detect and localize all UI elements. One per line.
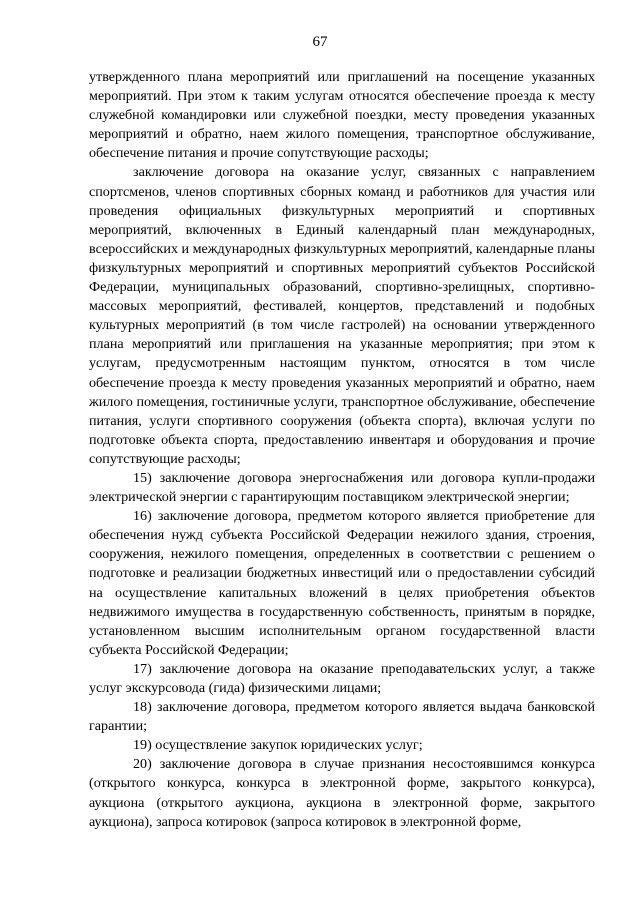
- paragraph-item-15: 15) заключение договора энергоснабжения или договора купли-продажи электрической энергии с гарантирующим поставщиком электрической энергии;: [89, 469, 595, 506]
- paragraph-item-16: 16) заключение договора, предметом которого является приобретение для обеспечения нужд субъекта Российской Федерации нежилого здания, строения, сооружения, нежилого помещения, определенных в соответствии с решением о подготовке и реализации бюджетных инвестиций или о предоставлении субсидий на осуществление капитальных вложений в целях приобретения объектов недвижимого имущества в государственную собственность, принятым в порядке, установленном высшим исполнительным органом государственной власти субъекта Российской Федерации;: [89, 508, 595, 658]
- paragraph-item-18: 18) заключение договора, предметом которого является выдача банковской гарантии;: [89, 699, 595, 735]
- paragraph-item-17: 17) заключение договора на оказание преподавательских услуг, а также услуг экскурсовода (гида) физическими лицами;: [89, 660, 595, 696]
- page-number: 67: [312, 34, 328, 50]
- paragraph-continuation: утвержденного плана мероприятий или приглашений на посещение указанных мероприятий. При этом к таким услугам относятся обеспечение проезда к месту служебной командировки или служебной поездки, месту проведения указанных мероприятий и обратно, наем жилого помещения, транспортное обслуживание, обеспечение питания и прочие сопутствующие расходы;: [89, 69, 595, 162]
- paragraph-sports-services: заключение договора на оказание услуг, связанных с направлением спортсменов, членов спортивных сборных команд и работников для участия или проведения официальных физкультурных мероприятий и спортивных мероприятий, включенных в Единый календарный план международных, всероссийских и международных физкультурных мероприятий, календарные планы физкультурных мероприятий и спортивных мероприятий субъектов Российской Федерации, муниципальных образований, спортивно-зрелищных, спортивно-массовых мероприятий, фестивалей, концертов, представлений и подобных культурных мероприятий (в том числе гастролей) на основании утвержденного плана мероприятий или приглашения на указанные мероприятия; при этом к услугам, предусмотренным настоящим пунктом, относятся в том числе обеспечение проезда к месту проведения указанных мероприятий и обратно, наем жилого помещения, гостиничные услуги, транспортное обслуживание, обеспечение питания, услуги спортивного сооружения (объекта спорта), включая услуги по подготовке объекта спорта, предоставлению инвентаря и оборудования и прочие сопутствующие расходы;: [89, 164, 595, 467]
- document-body: [89, 68, 595, 832]
- paragraph-item-20: 20) заключение договора в случае признания несостоявшимся конкурса (открытого конкурса, конкурса в электронной форме, закрытого конкурса), аукциона (открытого аукциона, аукциона в электронной форме, закрытого аукциона), запроса котировок (запроса котировок в электронной форме,: [89, 756, 595, 830]
- paragraph-item-19: 19) осуществление закупок юридических услуг;: [133, 737, 423, 754]
